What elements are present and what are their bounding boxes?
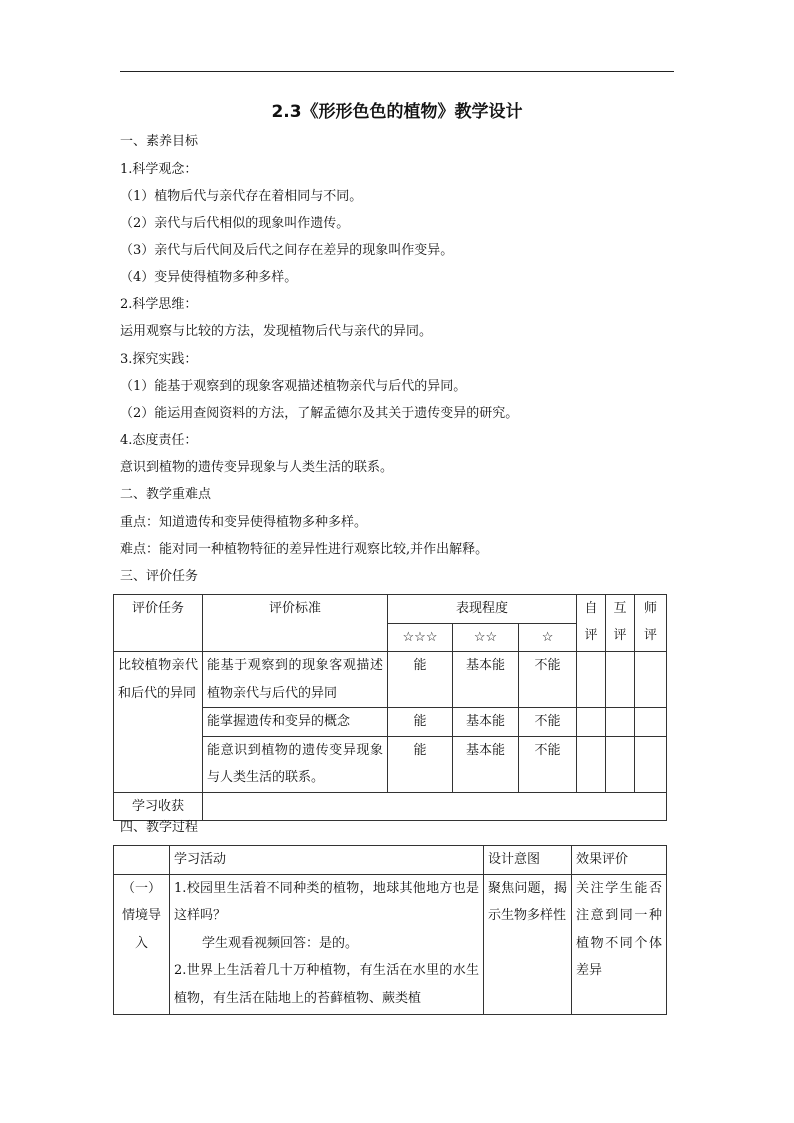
- header-performance-level: 表现程度: [388, 595, 577, 624]
- learning-gain-cell: [203, 792, 667, 821]
- eval-standard-cell: 能意识到植物的遗传变异现象与人类生活的联系。: [203, 736, 388, 792]
- effect-cell: 关注学生能否注意到同一种植物不同个体差异: [572, 874, 667, 1014]
- goal-item: （2）能运用查阅资料的方法，了解孟德尔及其关于遗传变异的研究。: [120, 406, 519, 421]
- eval-standard-cell: 能掌握遗传和变异的概念: [203, 708, 388, 737]
- level-cell: 基本能: [453, 708, 519, 737]
- peer-eval-cell: [606, 708, 635, 737]
- subheading-inquiry-practice: 3.探究实践：: [120, 352, 198, 367]
- level-cell: 不能: [519, 652, 577, 708]
- process-table: [113, 845, 667, 1015]
- goal-item: （4）变异使得植物多种多样。: [120, 270, 298, 285]
- activity-cell: [170, 874, 484, 1014]
- goal-item: （2）亲代与后代相似的现象叫作遗传。: [120, 216, 350, 231]
- level-cell: 能: [388, 708, 453, 737]
- goal-item: （1）植物后代与亲代存在着相同与不同。: [120, 189, 363, 204]
- peer-eval-cell: [606, 652, 635, 708]
- subheading-science-concept: 1.科学观念：: [120, 162, 198, 177]
- section-heading-goals: 一、素养目标: [120, 134, 199, 149]
- subheading-science-thinking: 2.科学思维：: [120, 297, 198, 312]
- header-three-stars: ☆☆☆: [388, 623, 453, 652]
- self-eval-cell: [577, 652, 606, 708]
- evaluation-table: [113, 594, 667, 821]
- level-cell: 基本能: [453, 736, 519, 792]
- header-teacher-eval: 师评: [635, 595, 667, 652]
- document-title: 2.3《形形色色的植物》教学设计: [271, 102, 523, 122]
- subheading-attitude: 4.态度责任：: [120, 433, 198, 448]
- teacher-eval-cell: [635, 708, 667, 737]
- section-heading-process: 四、教学过程: [120, 820, 199, 835]
- header-rule: [120, 71, 674, 72]
- difficult-point: 难点：能对同一种植物特征的差异性进行观察比较,并作出解释。: [120, 542, 489, 557]
- header-two-stars: ☆☆: [453, 623, 519, 652]
- goal-item: （3）亲代与后代间及后代之间存在差异的现象叫作变异。: [120, 243, 454, 258]
- header-peer-eval: 互评: [606, 595, 635, 652]
- header-eval-standard: 评价标准: [203, 595, 388, 652]
- self-eval-cell: [577, 708, 606, 737]
- header-stage: [114, 846, 170, 875]
- peer-eval-cell: [606, 736, 635, 792]
- header-intent: 设计意图: [484, 846, 572, 875]
- activity-text: 2.世界上生活着几十万种植物，有生活在水里的水生植物，有生活在陆地上的苔藓植物、蕨类植: [174, 963, 479, 1006]
- intent-cell: 聚焦问题，揭示生物多样性: [484, 874, 572, 1014]
- teacher-eval-cell: [635, 652, 667, 708]
- section-heading-evaluation: 三、评价任务: [120, 569, 199, 584]
- level-cell: 不能: [519, 708, 577, 737]
- level-cell: 能: [388, 652, 453, 708]
- header-activity: 学习活动: [170, 846, 484, 875]
- teacher-eval-cell: [635, 736, 667, 792]
- section-heading-key-points: 二、教学重难点: [120, 487, 212, 502]
- header-effect: 效果评价: [572, 846, 667, 875]
- level-cell: 能: [388, 736, 453, 792]
- header-one-star: ☆: [519, 623, 577, 652]
- goal-item: 意识到植物的遗传变异现象与人类生活的联系。: [120, 460, 394, 475]
- level-cell: 不能: [519, 736, 577, 792]
- self-eval-cell: [577, 736, 606, 792]
- header-self-eval: 自评: [577, 595, 606, 652]
- activity-answer: 学生观看视频回答：是的。: [202, 935, 359, 951]
- goal-item: （1）能基于观察到的现象客观描述植物亲代与后代的异同。: [120, 379, 467, 394]
- goal-item: 运用观察与比较的方法，发现植物后代与亲代的异同。: [120, 324, 433, 339]
- stage-cell: （一）情境导入: [114, 874, 170, 1014]
- level-cell: 基本能: [453, 652, 519, 708]
- learning-gain-label: 学习收获: [114, 792, 203, 821]
- eval-standard-cell: 能基于观察到的现象客观描述植物亲代与后代的异同: [203, 652, 388, 708]
- activity-question: 1.校园里生活着不同种类的植物，地球其他地方也是这样吗？: [174, 880, 479, 923]
- header-eval-task: 评价任务: [114, 595, 203, 652]
- eval-task-cell: 比较植物亲代和后代的异同: [114, 652, 203, 793]
- key-point: 重点：知道遗传和变异使得植物多种多样。: [120, 515, 368, 530]
